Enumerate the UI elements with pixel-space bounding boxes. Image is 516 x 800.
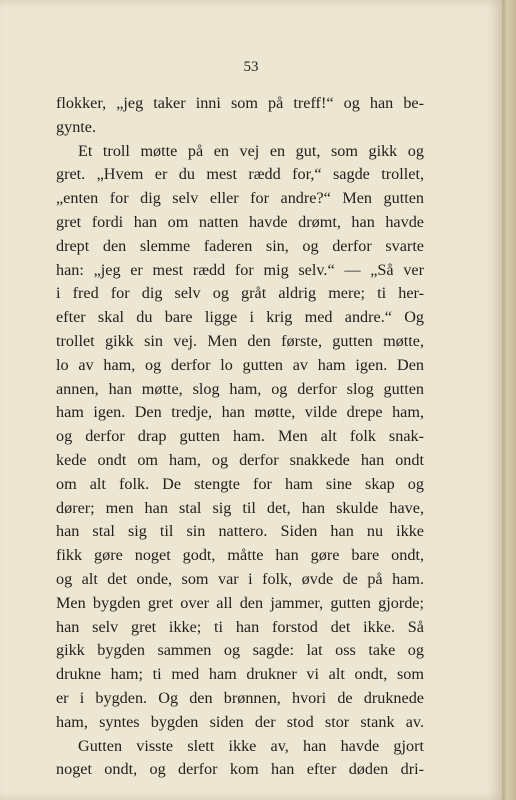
text-line: annen, han møtte, slog ham, og derfor slog gutten xyxy=(56,379,424,398)
text-line: gikk bygden sammen og sagde: lat oss take og xyxy=(56,641,424,660)
text-line: Gutten visste slett ikke av, han havde gjort xyxy=(78,736,424,755)
text-line: trollet gikk sin vej. Men den første, gutten møtte, xyxy=(56,331,424,350)
text-line: Men bygden gret over all den jammer, gutten gjorde; xyxy=(56,593,424,612)
text-line: kede ondt om ham, og derfor snakkede han ondt xyxy=(56,450,424,469)
text-line: og derfor drap gutten ham. Men alt folk snak- xyxy=(56,427,424,446)
text-line: og alt det onde, som var i folk, øvde de på ham. xyxy=(56,569,424,588)
text-line: drukne ham; ti med ham drukner vi alt ondt, som xyxy=(56,665,424,684)
page-number: 53 xyxy=(243,59,259,75)
text-line: gynte. xyxy=(56,117,97,136)
text-line: noget ondt, og derfor kom han efter døden dri- xyxy=(56,760,424,779)
text-line: fikk gøre noget godt, måtte han gøre bare ondt, xyxy=(56,546,424,565)
text-line: han: „jeg er mest rædd for mig selv.“ — „Så ver xyxy=(56,260,424,279)
text-line: Et troll møtte på en vej en gut, som gikk og xyxy=(78,141,424,160)
text-line: om alt folk. De stengte for ham sine skap og xyxy=(56,474,424,493)
text-line: han stal sig til sin nattero. Siden han nu ikke xyxy=(56,522,424,541)
text-line: lo av ham, og derfor lo gutten av ham igen. Den xyxy=(56,355,424,374)
text-line: han selv gret ikke; ti han forstod det ikke. Så xyxy=(56,617,424,636)
text-line: gret fordi han om natten havde drømt, han havde xyxy=(56,212,424,231)
text-line: dører; men han stal sig til det, han skulde have, xyxy=(56,498,424,517)
body-text xyxy=(56,92,424,782)
text-line: flokker, „jeg taker inni som på treff!“ og han be- xyxy=(56,94,424,112)
text-line: ham, syntes bygden siden der stod stor stank av. xyxy=(56,712,424,731)
text-line: ham igen. Den tredje, han møtte, vilde drepe ham, xyxy=(56,403,424,422)
page-edge xyxy=(502,0,516,800)
text-line: „enten for dig selv eller for andre?“ Men gutten xyxy=(56,189,424,208)
text-line: gret. „Hvem er du mest rædd for,“ sagde trollet, xyxy=(56,165,424,184)
text-line: drept den slemme faderen sin, og derfor svarte xyxy=(56,236,424,255)
text-line: er i bygden. Og den brønnen, hvori de druknede xyxy=(56,688,424,707)
text-line: i fred for dig selv og gråt aldrig mere; ti her- xyxy=(56,284,424,303)
text-line: efter skal du bare ligge i krig med andre.“ Og xyxy=(56,308,424,327)
